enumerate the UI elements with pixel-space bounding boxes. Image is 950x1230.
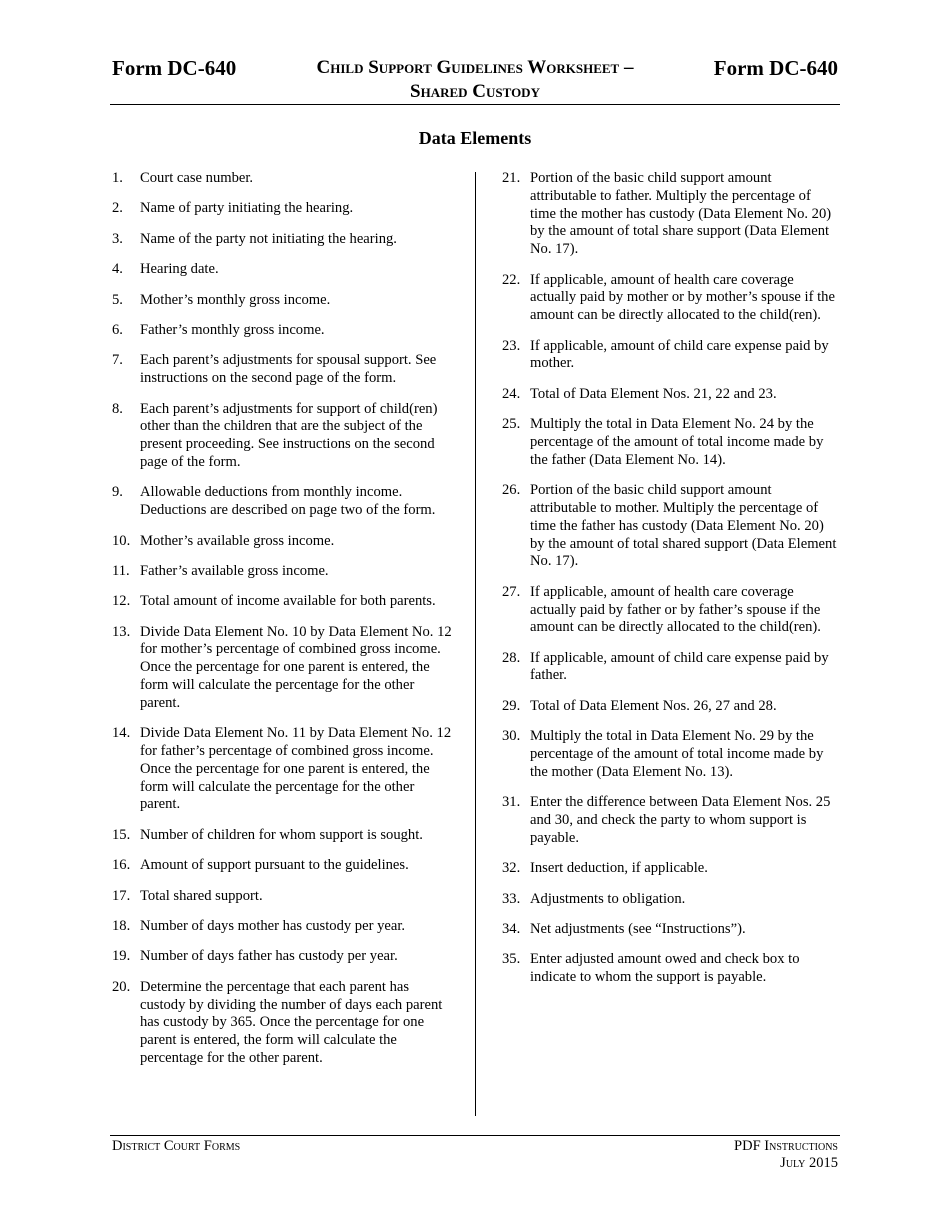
data-element-text: Allowable deductions from monthly income. Deductions are described on page two of the form. — [140, 484, 436, 519]
data-element-number: 22. — [502, 271, 521, 288]
data-element-number: 1. — [112, 170, 123, 186]
data-element-number: 26. — [502, 482, 521, 499]
document-title-line2: Shared Custody — [410, 81, 540, 102]
data-element-item — [112, 200, 452, 218]
data-element-item — [112, 624, 452, 713]
data-element-text: Name of party initiating the hearing. — [140, 200, 354, 217]
data-element-item — [502, 584, 840, 637]
data-element-text: Multiply the total in Data Element No. 24 by the percentage of the amount of total income made by the father (Data Element No. 14). — [530, 416, 824, 468]
data-element-item — [112, 563, 452, 581]
data-element-text: If applicable, amount of child care expense paid by father. — [530, 649, 829, 684]
data-element-number: 30. — [502, 728, 521, 745]
right-column — [502, 170, 840, 1000]
data-element-number: 11. — [112, 562, 130, 579]
data-element-text: Total amount of income available for both parents. — [140, 593, 436, 610]
data-element-item — [112, 231, 452, 249]
data-element-item — [112, 593, 452, 611]
data-element-text: Number of days father has custody per year. — [140, 948, 398, 965]
data-element-item — [112, 948, 452, 966]
footer-right-line1: PDF Instructions — [734, 1138, 838, 1154]
data-element-text: Insert deduction, if applicable. — [530, 860, 708, 877]
data-element-item — [112, 292, 452, 310]
data-element-number: 34. — [502, 921, 521, 938]
data-element-text: Each parent’s adjustments for support of child(ren) other than the children that are the subject of the present proceeding. See instructions on the second page of the form. — [140, 400, 438, 470]
data-element-item — [112, 261, 452, 279]
data-element-item — [502, 170, 840, 259]
data-element-text: Enter adjusted amount owed and check box to indicate to whom the support is payable. — [530, 951, 800, 986]
data-element-text: Total shared support. — [140, 887, 263, 904]
data-element-text: Total of Data Element Nos. 26, 27 and 28. — [530, 697, 777, 714]
data-element-text: Portion of the basic child support amount attributable to mother. Multiply the percentage of time the father has custody (Data Element No. 20) by the amount of total shared support (Data Element No. 17). — [530, 482, 837, 570]
data-element-number: 21. — [502, 170, 521, 186]
data-element-text: Mother’s available gross income. — [140, 532, 335, 549]
data-element-list-left — [112, 170, 452, 1068]
data-element-text: Father’s available gross income. — [140, 562, 329, 579]
data-element-item — [112, 170, 452, 188]
data-element-text: Number of children for whom support is sought. — [140, 826, 423, 843]
data-element-item — [502, 416, 840, 469]
data-element-text: Total of Data Element Nos. 21, 22 and 23. — [530, 385, 777, 402]
footer-right — [734, 1138, 838, 1172]
data-element-text: Father’s monthly gross income. — [140, 321, 325, 338]
data-element-text: Hearing date. — [140, 261, 219, 278]
data-element-text: Divide Data Element No. 10 by Data Element No. 12 for mother’s percentage of combined gross income. Once the percentage for one parent is entered, the form will calculate the percentage for the other parent. — [140, 623, 452, 711]
data-element-text: Amount of support pursuant to the guidelines. — [140, 857, 409, 874]
data-element-text: Adjustments to obligation. — [530, 890, 686, 907]
data-element-item — [112, 918, 452, 936]
data-element-item — [112, 725, 452, 814]
footer-rule — [110, 1135, 840, 1136]
left-column — [112, 170, 452, 1080]
data-element-number: 13. — [112, 623, 131, 640]
data-element-item — [502, 728, 840, 781]
data-element-text: If applicable, amount of child care expense paid by mother. — [530, 337, 829, 372]
column-divider — [475, 172, 476, 1116]
data-element-text: Portion of the basic child support amount attributable to father. Multiply the percentage of time the mother has custody (Data Element No. 20) by the amount of total share support (Data Element No. 17). — [530, 170, 832, 258]
data-element-text: Divide Data Element No. 11 by Data Element No. 12 for father’s percentage of combined gross income. Once the percentage for one parent is entered, the form will calculate the percentage for the other parent. — [140, 725, 452, 813]
data-element-item — [502, 650, 840, 686]
data-element-number: 2. — [112, 200, 123, 217]
data-element-number: 32. — [502, 860, 521, 877]
data-element-item — [502, 794, 840, 847]
data-element-number: 31. — [502, 794, 521, 811]
data-element-item — [502, 482, 840, 571]
data-element-number: 6. — [112, 321, 123, 338]
data-element-number: 4. — [112, 261, 123, 278]
data-element-number: 28. — [502, 649, 521, 666]
data-element-number: 35. — [502, 951, 521, 968]
data-element-item — [112, 484, 452, 520]
data-element-number: 10. — [112, 532, 131, 549]
data-element-item — [112, 401, 452, 472]
data-element-item — [502, 860, 840, 878]
document-title — [250, 56, 700, 104]
data-element-number: 16. — [112, 857, 131, 874]
data-element-number: 20. — [112, 978, 131, 995]
data-element-item — [112, 979, 452, 1068]
data-element-text: Multiply the total in Data Element No. 29 by the percentage of the amount of total income made by the mother (Data Element No. 13). — [530, 728, 824, 780]
data-element-text: Net adjustments (see “Instructions”). — [530, 921, 746, 938]
data-element-text: Mother’s monthly gross income. — [140, 291, 331, 308]
data-element-text: Court case number. — [140, 170, 254, 186]
data-element-number: 5. — [112, 291, 123, 308]
data-element-number: 15. — [112, 826, 131, 843]
form-number-left: Form DC-640 — [112, 56, 237, 80]
data-element-text: Name of the party not initiating the hearing. — [140, 230, 397, 247]
data-element-text: Enter the difference between Data Element Nos. 25 and 30, and check the party to whom support is payable. — [530, 794, 831, 846]
data-element-number: 29. — [502, 697, 521, 714]
document-title-line1: Child Support Guidelines Worksheet – — [316, 57, 634, 78]
data-element-item — [502, 698, 840, 716]
data-element-text: Determine the percentage that each parent has custody by dividing the number of days each parent has custody by 365. Once the percentage for one parent is entered, the form will calculate the percentage for the other parent. — [140, 978, 443, 1066]
data-element-number: 24. — [502, 385, 521, 402]
data-element-item — [502, 338, 840, 374]
data-element-item — [502, 891, 840, 909]
data-element-item — [112, 533, 452, 551]
data-element-item — [112, 352, 452, 388]
data-element-text: If applicable, amount of health care coverage actually paid by father or by father’s spouse if the amount can be directly allocated to the child(ren). — [530, 583, 821, 636]
data-element-list-right — [502, 170, 840, 987]
data-element-text: If applicable, amount of health care coverage actually paid by mother or by mother’s spouse if the amount can be directly allocated to the child(ren). — [530, 271, 835, 324]
data-element-number: 25. — [502, 416, 521, 433]
header-rule — [110, 104, 840, 105]
data-element-number: 23. — [502, 337, 521, 354]
data-element-number: 17. — [112, 887, 131, 904]
data-element-number: 3. — [112, 230, 123, 247]
form-number-right: Form DC-640 — [713, 56, 838, 80]
data-element-number: 14. — [112, 725, 131, 742]
data-element-item — [112, 322, 452, 340]
data-element-number: 19. — [112, 948, 131, 965]
data-element-item — [502, 272, 840, 325]
data-element-item — [502, 921, 840, 939]
data-element-item — [112, 857, 452, 875]
data-element-number: 33. — [502, 890, 521, 907]
footer-right-line2: July 2015 — [780, 1155, 838, 1171]
data-element-text: Each parent’s adjustments for spousal support. See instructions on the second page of the form. — [140, 352, 437, 387]
data-element-item — [502, 951, 840, 987]
data-element-number: 9. — [112, 484, 123, 501]
data-element-text: Number of days mother has custody per year. — [140, 918, 406, 934]
data-element-number: 27. — [502, 583, 521, 600]
data-element-number: 18. — [112, 918, 131, 934]
data-element-item — [112, 827, 452, 845]
footer-left: District Court Forms — [112, 1138, 241, 1154]
data-element-number: 12. — [112, 593, 131, 610]
data-element-item — [502, 386, 840, 404]
section-title: Data Elements — [418, 128, 532, 148]
data-element-item — [112, 888, 452, 906]
data-element-number: 7. — [112, 352, 123, 369]
data-element-number: 8. — [112, 400, 123, 417]
